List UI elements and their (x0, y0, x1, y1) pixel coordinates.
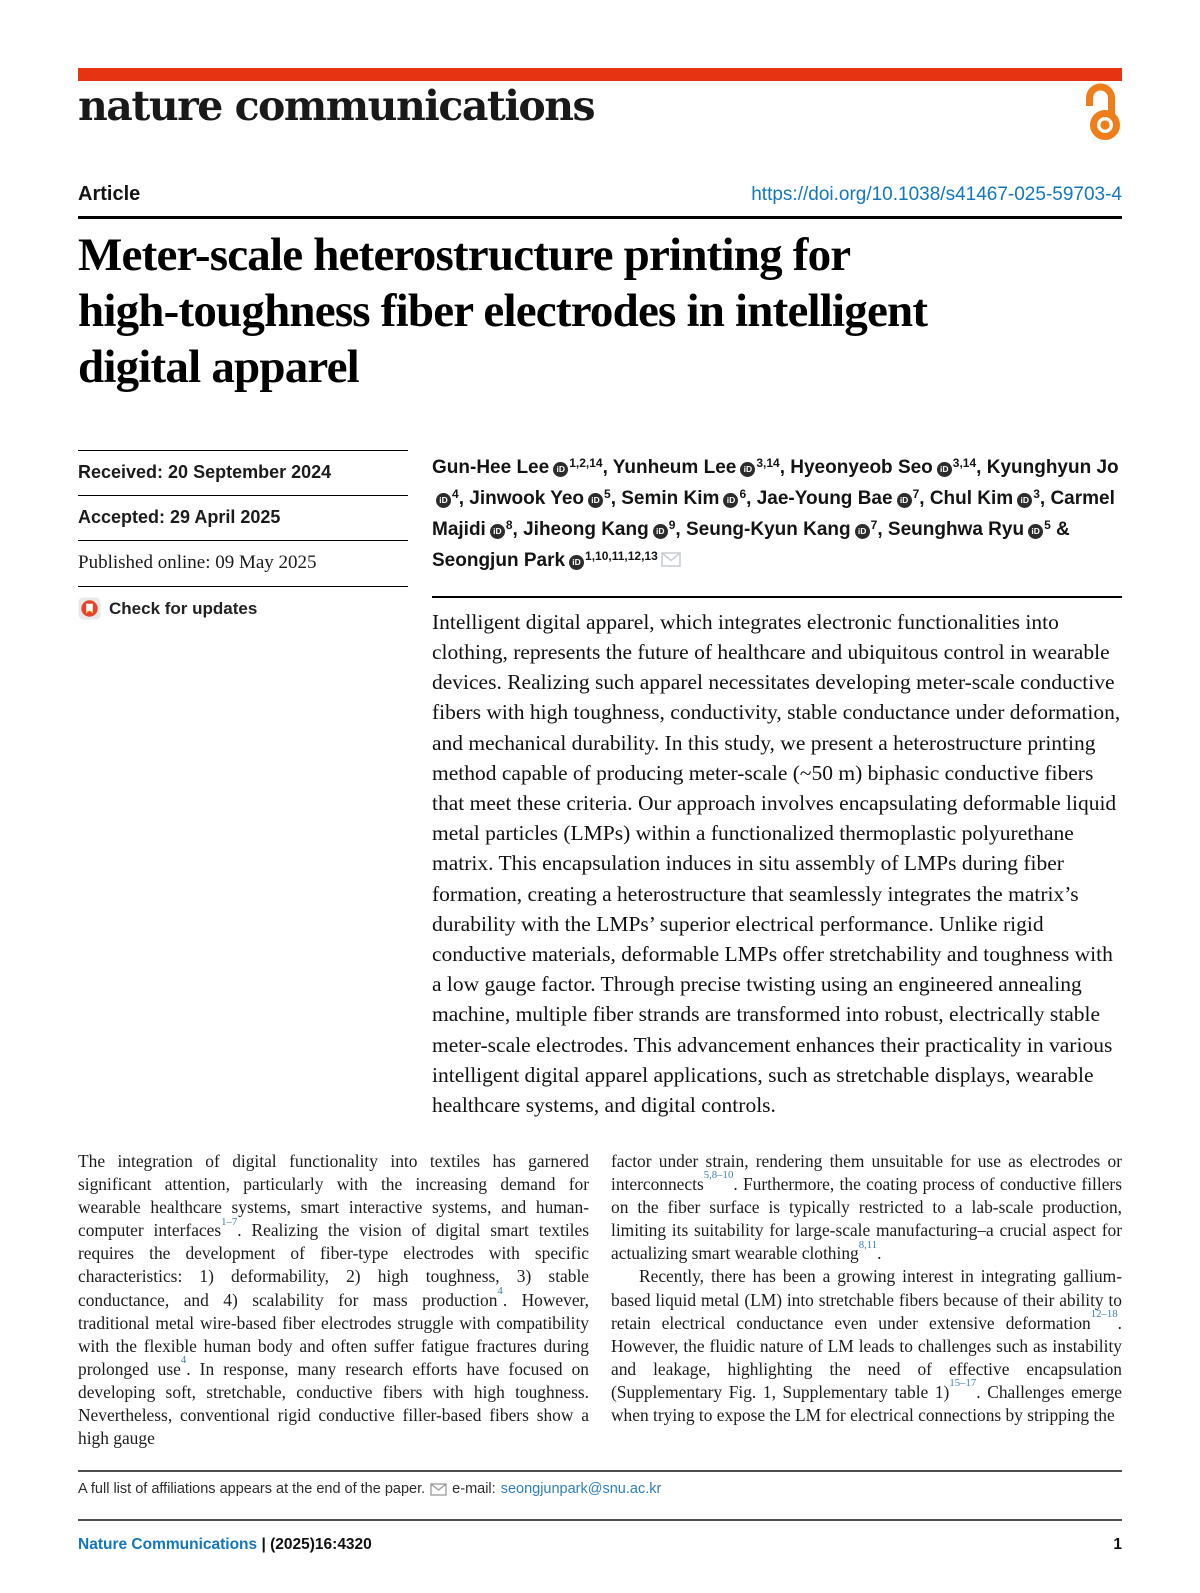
volume-citation: (2025)16:4320 (270, 1536, 372, 1553)
journal-link[interactable]: Nature Communications (78, 1536, 258, 1553)
journal-logo: nature communications (78, 82, 595, 130)
email-link[interactable]: seongjunpark@snu.ac.kr (500, 1481, 662, 1497)
author: Seongjun Park iD $^{1,10,11,12,13}$ (432, 550, 658, 571)
article-header-row (78, 183, 1122, 206)
page-number: 1 (1113, 1536, 1122, 1553)
paragraph: The integration of digital functionality into textiles has garnered significant attention, particularly with the increasing demand for wearable healthcare systems, smart interactive systems, and human-computer interfaces$^{1-7}$. Realizing the vision of digital smart textiles requires the development of fiber-type electrodes with specific characteristics: 1) deformability, 2) high toughness, 3) stable conductance, and 4) scalability for mass production$^4$. However, traditional metal wire-based fiber electrodes struggle with compatibility with the flexible human body and often suffer fatigue fractures during prolonged use$^4$. In response, many research efforts have focused on developing soft, stretchable, conductive fibers with high toughness. Nevertheless, conventional rigid conductive filler-based fibers show a high gauge (78, 1151, 590, 1449)
author: Semin Kim iD $^6$, (621, 488, 756, 509)
orcid-icon[interactable] (937, 462, 952, 477)
body-text (78, 1150, 1122, 1450)
affiliations-footnote (78, 1481, 1122, 1497)
published-date: Published online: 09 May 2025 (78, 540, 408, 586)
author: Gun-Hee Lee iD $^{1,2,14}$, (432, 457, 613, 478)
footnote-divider-top (78, 1470, 1122, 1472)
envelope-icon (430, 1483, 447, 1496)
orcid-icon[interactable] (740, 462, 755, 477)
citation-reference[interactable]: 4 (180, 1354, 187, 1367)
author: Jinwook Yeo iD $^5$, (469, 488, 621, 509)
orcid-icon[interactable] (897, 493, 912, 508)
citation-reference[interactable]: 8,11 (858, 1238, 878, 1251)
author: Seung-Kyun Kang iD $^7$, (686, 519, 888, 540)
author: Carmel Majidi iD $^8$, (432, 488, 1115, 540)
meta-section (78, 450, 1122, 1120)
abstract-divider (432, 596, 1122, 598)
email-label: e-mail: (452, 1481, 496, 1497)
title-line: high-toughness fiber electrodes in intelligent (78, 285, 928, 337)
body-column-right (611, 1150, 1122, 1450)
authors-abstract-column (432, 450, 1122, 1120)
page-title (78, 227, 1128, 395)
check-for-updates-icon (78, 597, 101, 620)
orcid-icon[interactable] (723, 493, 738, 508)
title-line: digital apparel (78, 341, 359, 393)
dates-column (78, 450, 408, 1120)
orcid-icon[interactable] (1028, 524, 1043, 539)
author: Hyeonyeob Seo iD $^{3,14}$, (790, 457, 986, 478)
received-date: Received: 20 September 2024 (78, 450, 408, 495)
orcid-icon[interactable] (653, 524, 668, 539)
citation-reference[interactable]: 5,8–10 (703, 1169, 734, 1182)
orcid-icon[interactable] (1017, 493, 1032, 508)
affiliations-note: A full list of affiliations appears at the end of the paper. (78, 1481, 426, 1497)
journal-brand-bar (78, 68, 1122, 81)
citation-reference[interactable]: 12–18 (1090, 1308, 1118, 1321)
orcid-icon[interactable] (490, 524, 505, 539)
orcid-icon[interactable] (855, 524, 870, 539)
article-type-label: Article (78, 183, 141, 205)
check-for-updates-label: Check for updates (109, 598, 258, 618)
citation-reference[interactable]: 15–17 (949, 1377, 977, 1390)
paragraph: Recently, there has been a growing interest in integrating gallium-based liquid metal (LM) into stretchable fibers because of their ability to retain electrical conductance even under extensive deformation$^{12-18}$. However, the fluidic nature of LM leads to challenges such as instability and leakage, highlighting the need of effective encapsulation (Supplementary Fig. 1, Supplementary table 1)$^{15-17}$. Challenges emerge when trying to expose the LM for electrical connections by stripping the (611, 1266, 1123, 1426)
orcid-icon[interactable] (588, 493, 603, 508)
doi-link[interactable]: https://doi.org/10.1038/s41467-025-59703-4 (751, 184, 1122, 205)
abstract-text: Intelligent digital apparel, which integrates electronic functionalities into clothing, represents the future of healthcare and ubiquitous control in wearable devices. Realizing such apparel necessitates developing meter-scale conductive fibers with high toughness, conductivity, stable conductance under deformation, and mechanical durability. In this study, we present a heterostructure printing method capable of producing meter-scale (~50 m) biphasic conductive fibers that meet these criteria. Our approach involves encapsulating deformable liquid metal particles (LMPs) within a functionalized thermoplastic polyurethane matrix. This encapsulation induces in situ assembly of LMPs during fiber formation, creating a heterostructure that seamlessly integrates the matrix’s durability with the LMPs’ superior electrical performance. Unlike rigid conductive materials, deformable LMPs offer stretchability and toughness with a low gauge factor. Through precise twisting using an engineered annealing machine, multiple fiber strands are transformed into robust, electrically stable meter-scale electrodes. This advancement enhances their practicality in various intelligent digital apparel applications, such as stretchable displays, wearable healthcare systems, and digital controls. (432, 609, 1121, 1118)
author: Kyunghyun JoiD$^4$, (432, 457, 1119, 509)
footer-citation (78, 1536, 372, 1554)
author: Yunheum Lee iD $^{3,14}$, (613, 457, 790, 478)
body-column-left (78, 1150, 589, 1450)
open-access-icon (1084, 82, 1126, 142)
header-divider (78, 216, 1122, 219)
title-line: Meter-scale heterostructure printing for (78, 229, 851, 281)
page-footer (78, 1536, 1122, 1554)
footnote-divider-bottom (78, 1519, 1122, 1521)
citation-separator: | (261, 1536, 271, 1553)
citation-reference[interactable]: 4 (497, 1284, 503, 1297)
orcid-icon[interactable] (569, 555, 584, 570)
author: Jiheong Kang iD $^9$, (523, 519, 686, 540)
orcid-icon[interactable] (553, 462, 568, 477)
author: Chul Kim iD $^3$, (930, 488, 1051, 509)
accepted-date: Accepted: 29 April 2025 (78, 495, 408, 540)
author-list (432, 450, 1122, 596)
envelope-icon (661, 552, 681, 567)
check-for-updates-button[interactable] (78, 586, 408, 630)
author: Jae-Young BaeiD $^7$, (757, 488, 930, 509)
orcid-icon[interactable] (436, 493, 451, 508)
paragraph: factor under strain, rendering them unsuitable for use as electrodes or interconnects$^{5,8-10}$. Furthermore, the coating process of conductive fillers on the fiber surface is typically restricted to a lab-scale production, limiting its suitability for large-scale manufacturing–a crucial aspect for actualizing smart wearable clothing$^{8,11}$. (611, 1151, 1122, 1264)
author: Seunghwa Ryu iD $^5$ & (888, 519, 1070, 540)
citation-reference[interactable]: 1–7 (221, 1215, 238, 1228)
